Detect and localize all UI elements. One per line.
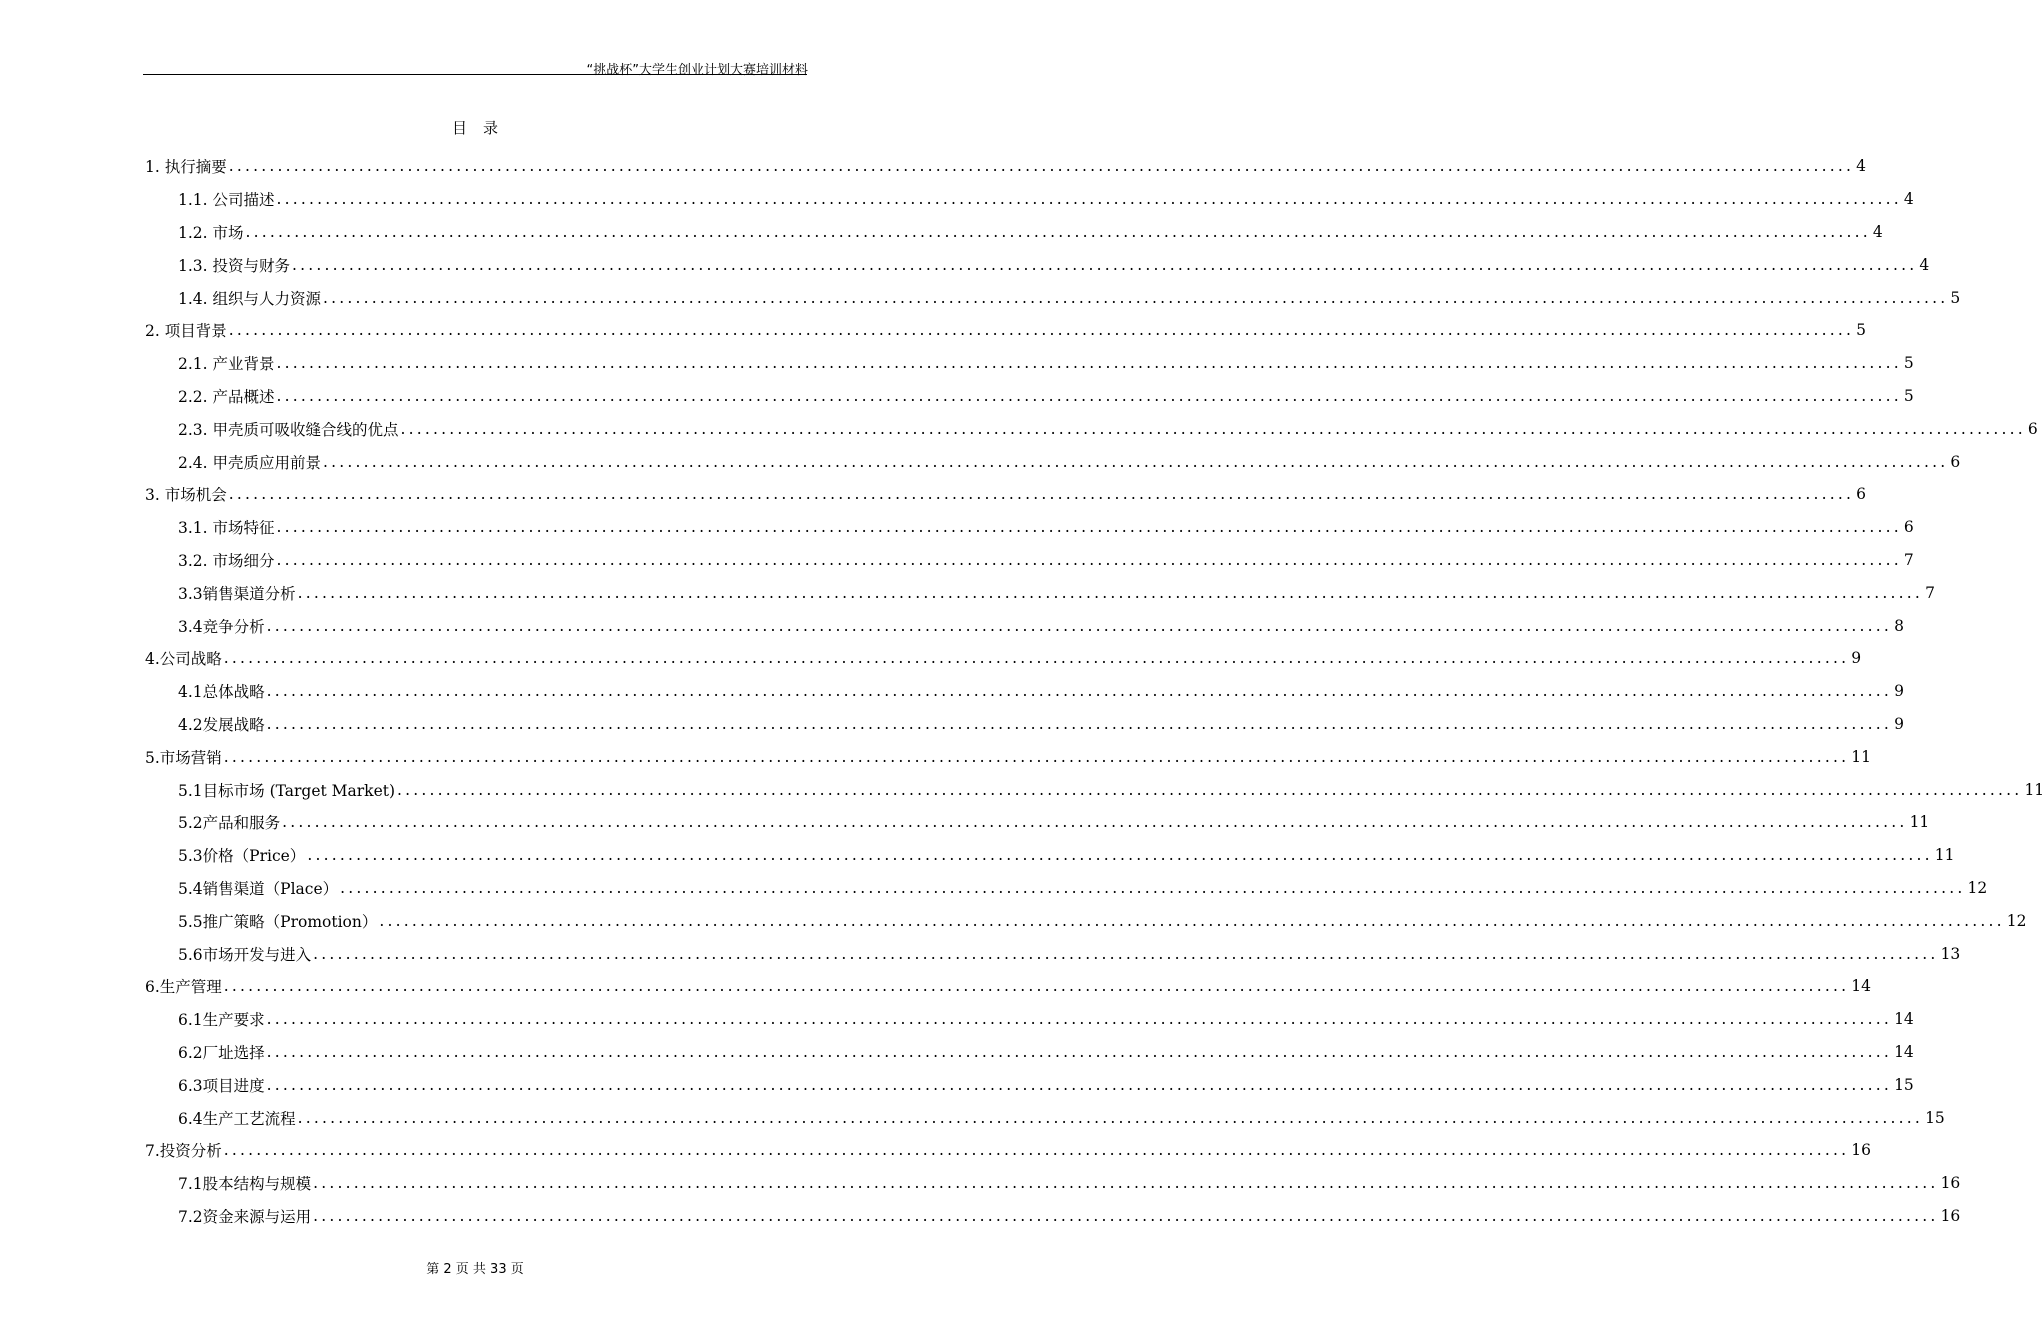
- toc-entry-label: 3.2. 市场细分: [178, 551, 275, 570]
- toc-entry[interactable]: [145, 806, 1930, 839]
- toc-entry-page-number: 14: [1851, 977, 1871, 996]
- toc-entry[interactable]: [145, 904, 2027, 937]
- toc-entry-label: 7.1股本结构与规模: [178, 1175, 312, 1194]
- toc-dot-leader: ........................................................................................................................................................................................................: [223, 977, 1850, 996]
- toc-entry-page-number: 15: [1894, 1075, 1914, 1094]
- toc-entry-label: 5.2产品和服务: [178, 814, 281, 833]
- toc-dot-leader: ........................................................................................................................................................................................................: [223, 747, 1850, 766]
- toc-entry[interactable]: [145, 1068, 1914, 1101]
- toc-entry-page-number: 11: [1851, 747, 1871, 766]
- toc-entry-page-number: 9: [1851, 649, 1862, 668]
- toc-entry-page-number: 9: [1894, 682, 1904, 701]
- toc-entry-label: 3.4竞争分析: [178, 617, 265, 636]
- page-footer-indicator: 第 2 页 共 33 页: [426, 1262, 524, 1277]
- toc-entry-label: 1.2. 市场: [178, 223, 244, 242]
- toc-dot-leader: ........................................................................................................................................................................................................: [276, 386, 1902, 405]
- toc-dot-leader: ........................................................................................................................................................................................................: [307, 846, 1933, 865]
- toc-entry-label: 6.2厂址选择: [178, 1043, 265, 1062]
- toc-dot-leader: ........................................................................................................................................................................................................: [400, 419, 2026, 438]
- table-of-contents: [145, 150, 2044, 1232]
- toc-entry[interactable]: [145, 609, 1904, 642]
- toc-dot-leader: ........................................................................................................................................................................................................: [228, 485, 1855, 504]
- toc-dot-leader: ........................................................................................................................................................................................................: [228, 321, 1855, 340]
- toc-entry-label: 2.2. 产品概述: [178, 387, 275, 406]
- toc-entry-page-number: 5: [1903, 386, 1914, 405]
- page-header-title: “挑战杯”大学生创业计划大赛培训材料: [586, 63, 808, 78]
- toc-entry-label: 5.1目标市场 (Target Market): [178, 781, 396, 800]
- toc-entry-page-number: 4: [1856, 157, 1866, 176]
- toc-entry[interactable]: [145, 544, 1914, 577]
- toc-dot-leader: ........................................................................................................................................................................................................: [245, 222, 1871, 241]
- toc-entry[interactable]: [145, 773, 2044, 806]
- toc-dot-leader: ........................................................................................................................................................................................................: [276, 550, 1902, 569]
- toc-entry[interactable]: [145, 281, 1961, 314]
- toc-entry[interactable]: [145, 412, 2038, 445]
- toc-entry[interactable]: [145, 314, 1866, 347]
- toc-dot-leader: ........................................................................................................................................................................................................: [297, 583, 1924, 602]
- toc-entry-label: 5.4销售渠道（Place）: [178, 879, 339, 898]
- toc-entry[interactable]: [145, 1167, 1961, 1200]
- toc-dot-leader: ........................................................................................................................................................................................................: [276, 190, 1902, 209]
- toc-entry[interactable]: [145, 708, 1904, 741]
- toc-entry[interactable]: [145, 872, 1988, 905]
- toc-entry[interactable]: [145, 576, 1935, 609]
- toc-entry-label: 3.3销售渠道分析: [178, 584, 296, 603]
- toc-entry[interactable]: [145, 740, 1871, 773]
- toc-entry-label: 6.1生产要求: [178, 1011, 265, 1030]
- toc-entry-page-number: 11: [1909, 813, 1930, 832]
- toc-entry-page-number: 11: [2024, 780, 2044, 799]
- toc-entry[interactable]: [145, 937, 1961, 970]
- toc-entry-label: 4.公司战略: [145, 650, 222, 669]
- toc-entry-label: 2. 项目背景: [145, 322, 227, 341]
- toc-entry-label: 1.1. 公司描述: [178, 191, 275, 210]
- toc-entry-label: 5.市场营销: [145, 748, 222, 767]
- toc-entry-label: 1.3. 投资与财务: [178, 256, 291, 275]
- toc-entry-page-number: 5: [1856, 321, 1866, 340]
- toc-entry-page-number: 12: [1967, 878, 1988, 897]
- toc-entry-label: 6.生产管理: [145, 978, 222, 997]
- toc-entry-page-number: 9: [1894, 714, 1904, 733]
- toc-entry-page-number: 12: [2006, 911, 2027, 930]
- toc-entry-page-number: 13: [1940, 944, 1961, 963]
- toc-dot-leader: ........................................................................................................................................................................................................: [266, 1075, 1893, 1094]
- toc-entry-label: 5.6市场开发与进入: [178, 945, 312, 964]
- toc-dot-leader: ........................................................................................................................................................................................................: [297, 1108, 1924, 1127]
- toc-entry-page-number: 6: [2027, 419, 2038, 438]
- toc-dot-leader: ........................................................................................................................................................................................................: [266, 616, 1893, 635]
- toc-entry-page-number: 16: [1940, 1206, 1961, 1225]
- toc-entry-page-number: 8: [1894, 616, 1904, 635]
- toc-entry-page-number: 14: [1894, 1042, 1914, 1061]
- toc-dot-leader: ........................................................................................................................................................................................................: [266, 1042, 1893, 1061]
- toc-entry[interactable]: [145, 970, 1871, 1003]
- toc-dot-leader: ........................................................................................................................................................................................................: [223, 1141, 1850, 1160]
- toc-title: 目录: [451, 119, 514, 137]
- toc-entry-label: 6.4生产工艺流程: [178, 1109, 296, 1128]
- toc-entry-label: 5.3价格（Price）: [178, 847, 306, 866]
- toc-dot-leader: ........................................................................................................................................................................................................: [323, 452, 1949, 471]
- toc-entry[interactable]: [145, 150, 1866, 183]
- toc-entry-page-number: 5: [1950, 288, 1961, 307]
- toc-entry-label: 2.4. 甲壳质应用前景: [178, 453, 322, 472]
- toc-dot-leader: ........................................................................................................................................................................................................: [223, 649, 1850, 668]
- toc-dot-leader: ........................................................................................................................................................................................................: [276, 354, 1902, 373]
- toc-entry-label: 1.4. 组织与人力资源: [178, 289, 322, 308]
- toc-entry-label: 6.3项目进度: [178, 1076, 265, 1095]
- header-divider: [143, 74, 807, 75]
- toc-dot-leader: ........................................................................................................................................................................................................: [313, 1206, 1939, 1225]
- toc-entry-page-number: 14: [1894, 1010, 1914, 1029]
- toc-entry-label: 4.1总体战略: [178, 683, 265, 702]
- toc-entry-page-number: 6: [1903, 518, 1914, 537]
- toc-dot-leader: ........................................................................................................................................................................................................: [266, 714, 1893, 733]
- toc-dot-leader: ........................................................................................................................................................................................................: [313, 1174, 1939, 1193]
- toc-dot-leader: ........................................................................................................................................................................................................: [266, 1010, 1893, 1029]
- toc-dot-leader: ........................................................................................................................................................................................................: [323, 288, 1949, 307]
- toc-entry-label: 2.1. 产业背景: [178, 355, 275, 374]
- toc-entry[interactable]: [145, 839, 1955, 872]
- toc-entry-label: 5.5推广策略（Promotion）: [178, 912, 378, 931]
- toc-entry-page-number: 6: [1950, 452, 1961, 471]
- toc-entry-page-number: 4: [1919, 255, 1930, 274]
- toc-entry[interactable]: [145, 675, 1904, 708]
- toc-entry-label: 3.1. 市场特征: [178, 519, 275, 538]
- toc-entry-label: 4.2发展战略: [178, 715, 265, 734]
- toc-entry[interactable]: [145, 511, 1914, 544]
- toc-entry[interactable]: [145, 248, 1930, 281]
- toc-entry-label: 7.2资金来源与运用: [178, 1207, 312, 1226]
- toc-entry-page-number: 6: [1856, 485, 1866, 504]
- toc-entry[interactable]: [145, 216, 1883, 249]
- toc-dot-leader: ........................................................................................................................................................................................................: [379, 911, 2005, 930]
- toc-entry[interactable]: [145, 1101, 1945, 1134]
- toc-entry[interactable]: [145, 642, 1862, 675]
- toc-dot-leader: ........................................................................................................................................................................................................: [397, 780, 2023, 799]
- toc-entry-page-number: 4: [1903, 190, 1914, 209]
- toc-entry-page-number: 16: [1940, 1174, 1961, 1193]
- toc-entry-label: 7.投资分析: [145, 1142, 222, 1161]
- toc-dot-leader: ........................................................................................................................................................................................................: [292, 255, 1918, 274]
- toc-entry[interactable]: [145, 347, 1914, 380]
- toc-entry[interactable]: [145, 1036, 1914, 1069]
- toc-entry-label: 1. 执行摘要: [145, 158, 227, 177]
- toc-entry[interactable]: [145, 183, 1914, 216]
- toc-entry-page-number: 7: [1925, 583, 1935, 602]
- toc-dot-leader: ........................................................................................................................................................................................................: [340, 878, 1966, 897]
- toc-dot-leader: ........................................................................................................................................................................................................: [276, 518, 1902, 537]
- toc-entry[interactable]: [145, 1200, 1961, 1233]
- toc-entry-page-number: 15: [1925, 1108, 1945, 1127]
- toc-dot-leader: ........................................................................................................................................................................................................: [282, 813, 1908, 832]
- toc-entry[interactable]: [145, 478, 1866, 511]
- toc-entry-label: 3. 市场机会: [145, 486, 227, 505]
- toc-entry-page-number: 16: [1851, 1141, 1871, 1160]
- toc-dot-leader: ........................................................................................................................................................................................................: [266, 682, 1893, 701]
- toc-entry[interactable]: [145, 1003, 1914, 1036]
- toc-entry-label: 2.3. 甲壳质可吸收缝合线的优点: [178, 420, 399, 439]
- toc-entry-page-number: 4: [1872, 222, 1883, 241]
- toc-entry[interactable]: [145, 1134, 1871, 1167]
- toc-entry-page-number: 11: [1934, 846, 1955, 865]
- toc-entry-page-number: 7: [1903, 550, 1914, 569]
- toc-entry[interactable]: [145, 380, 1914, 413]
- toc-entry-page-number: 5: [1903, 354, 1914, 373]
- toc-dot-leader: ........................................................................................................................................................................................................: [228, 157, 1855, 176]
- toc-dot-leader: ........................................................................................................................................................................................................: [313, 944, 1939, 963]
- toc-entry[interactable]: [145, 445, 1961, 478]
